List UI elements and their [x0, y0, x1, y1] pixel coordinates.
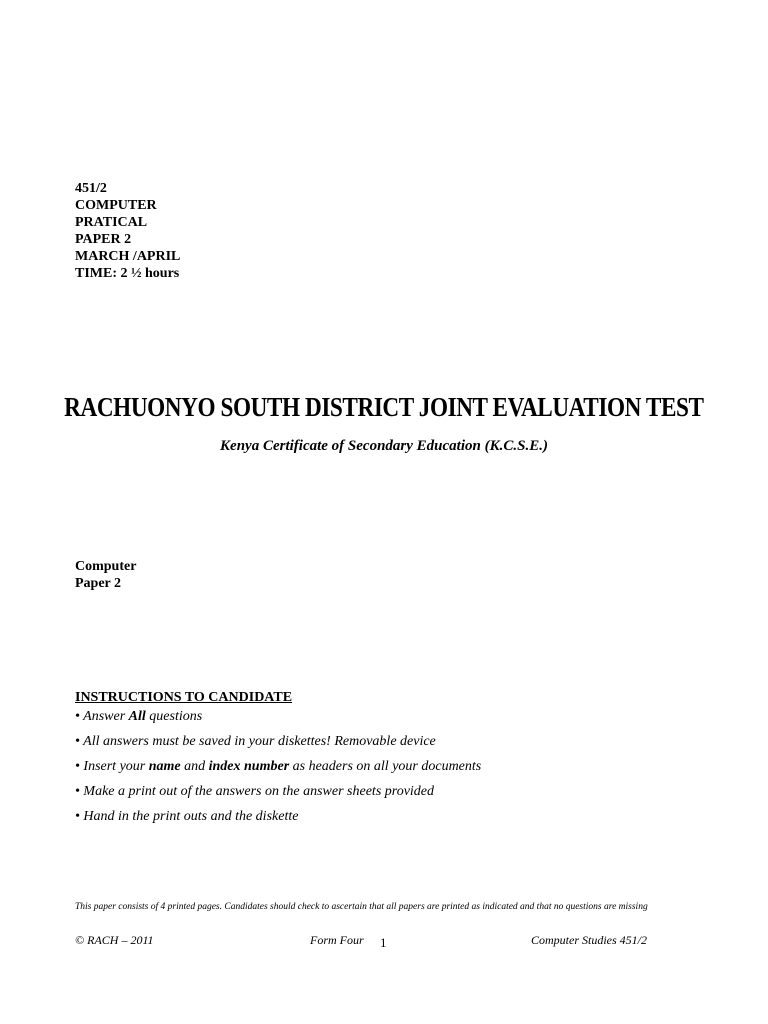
exam-session: MARCH /APRIL	[75, 249, 181, 264]
paper-type: PRATICAL	[75, 215, 148, 230]
instructions-list	[75, 708, 481, 833]
footer-copyright: © RACH – 2011	[75, 933, 154, 947]
instructions-heading: INSTRUCTIONS TO CANDIDATE	[75, 690, 293, 705]
paper-number: PAPER 2	[75, 232, 132, 247]
footer-note: This paper consists of 4 printed pages. Candidates should check to ascertain that all papers are printed as indicated and that no questions are missing	[75, 902, 648, 912]
list-item-text: • Answer	[75, 709, 129, 724]
list-item	[75, 758, 481, 783]
subject-block	[75, 558, 136, 592]
exam-time: TIME: 2 ½ hours	[75, 266, 180, 281]
list-item-text: questions	[145, 709, 203, 724]
list-item-text: • Insert your	[75, 759, 149, 774]
page-number: 1	[380, 935, 387, 950]
page-title: RACHUONYO SOUTH DISTRICT JOINT EVALUATION TEST	[64, 392, 704, 422]
footer-subject-code: Computer Studies 451/2	[531, 933, 647, 947]
subject-line: Computer	[75, 559, 137, 574]
paper-line: Paper 2	[75, 576, 122, 591]
subject-name: COMPUTER	[75, 198, 157, 213]
exam-header	[75, 180, 180, 282]
paper-code: 451/2	[75, 181, 107, 196]
list-item: • Make a print out of the answers on the answer sheets provided	[75, 784, 435, 799]
list-item-text: and	[180, 759, 209, 774]
list-item-bold: name	[148, 759, 181, 774]
list-item-text: as headers on all your documents	[289, 759, 482, 774]
list-item-bold: index number	[208, 759, 290, 774]
list-item-bold: All	[128, 709, 146, 724]
list-item: • All answers must be saved in your diskettes! Removable device	[75, 734, 436, 749]
list-item: • Hand in the print outs and the diskette	[75, 809, 299, 824]
page-subtitle: Kenya Certificate of Secondary Education (K.C.S.E.)	[220, 438, 548, 454]
list-item	[75, 708, 481, 733]
footer-form: Form Four	[310, 933, 364, 947]
